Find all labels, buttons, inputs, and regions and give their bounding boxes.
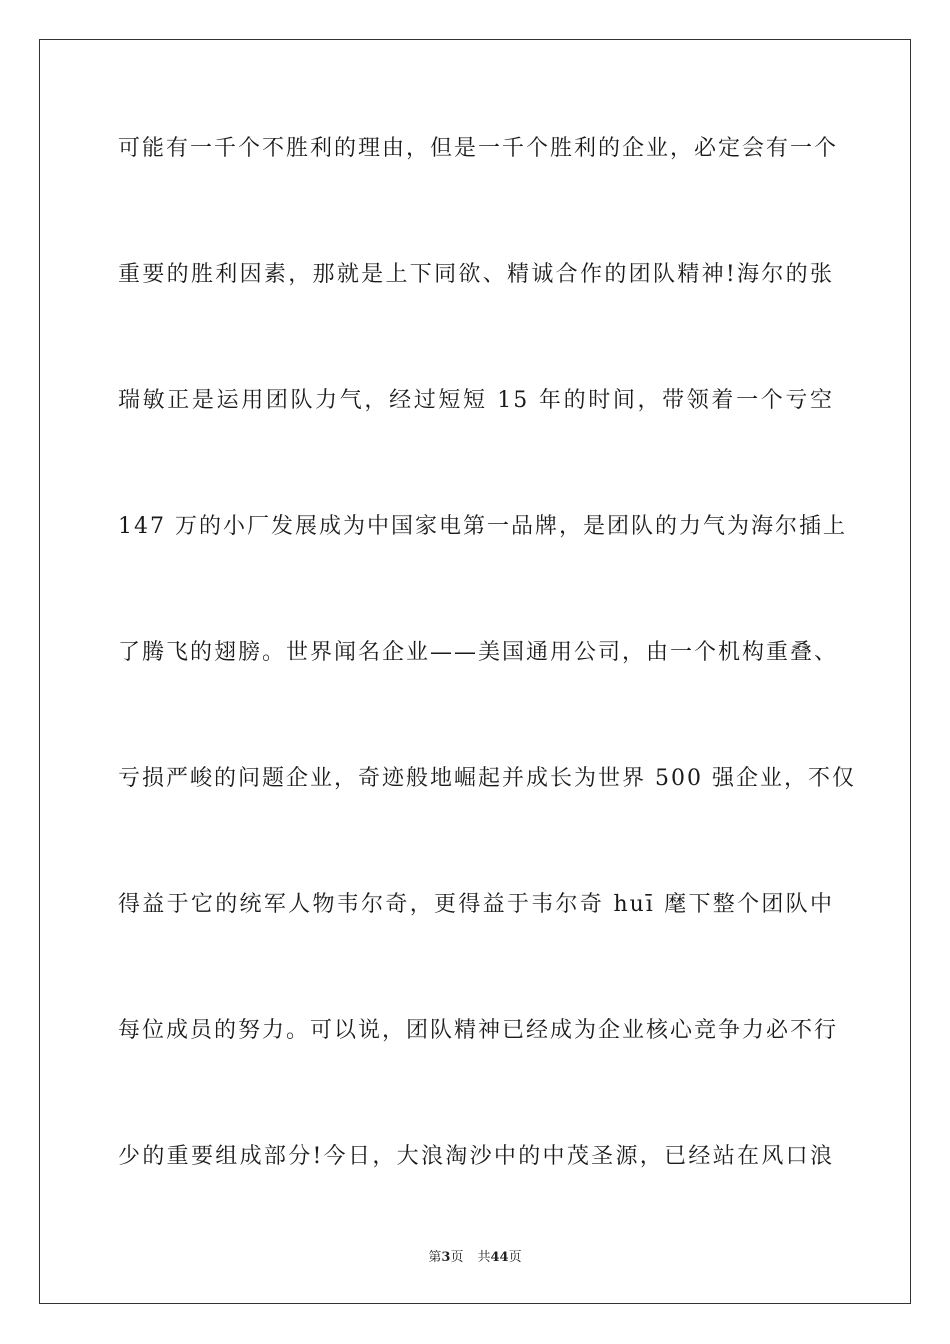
text-line-1: 可能有一千个不胜利的理由，但是一千个胜利的企业，必定会有一个 xyxy=(118,136,839,161)
text-line-3: 瑞敏正是运用团队力气，经过短短 15 年的时间，带领着一个亏空 xyxy=(118,388,834,413)
page-number: 3 xyxy=(441,1250,451,1265)
text-line-4: 147 万的小厂发展成为中国家电第一品牌，是团队的力气为海尔插上 xyxy=(118,514,847,539)
page-prefix: 第 xyxy=(428,1250,442,1265)
text-line-2: 重要的胜利因素，那就是上下同欲、精诚合作的团队精神!海尔的张 xyxy=(118,262,834,287)
text-line-6: 亏损严峻的问题企业，奇迹般地崛起并成长为世界 500 强企业，不仅 xyxy=(118,766,856,791)
document-body xyxy=(118,124,856,1258)
total-prefix: 共 xyxy=(477,1250,491,1265)
text-line-8: 每位成员的努力。可以说，团队精神已经成为企业核心竞争力必不行 xyxy=(118,1018,839,1043)
page-footer xyxy=(0,1246,950,1265)
total-suffix: 页 xyxy=(508,1250,522,1265)
text-line-9: 少的重要组成部分!今日，大浪淘沙中的中茂圣源，已经站在风口浪 xyxy=(118,1144,834,1169)
total-pages: 44 xyxy=(490,1250,509,1265)
page-suffix: 页 xyxy=(450,1250,464,1265)
text-line-7: 得益于它的统军人物韦尔奇，更得益于韦尔奇 huī 麾下整个团队中 xyxy=(118,892,834,917)
text-line-5: 了腾飞的翅膀。世界闻名企业——美国通用公司，由一个机构重叠、 xyxy=(118,640,839,665)
